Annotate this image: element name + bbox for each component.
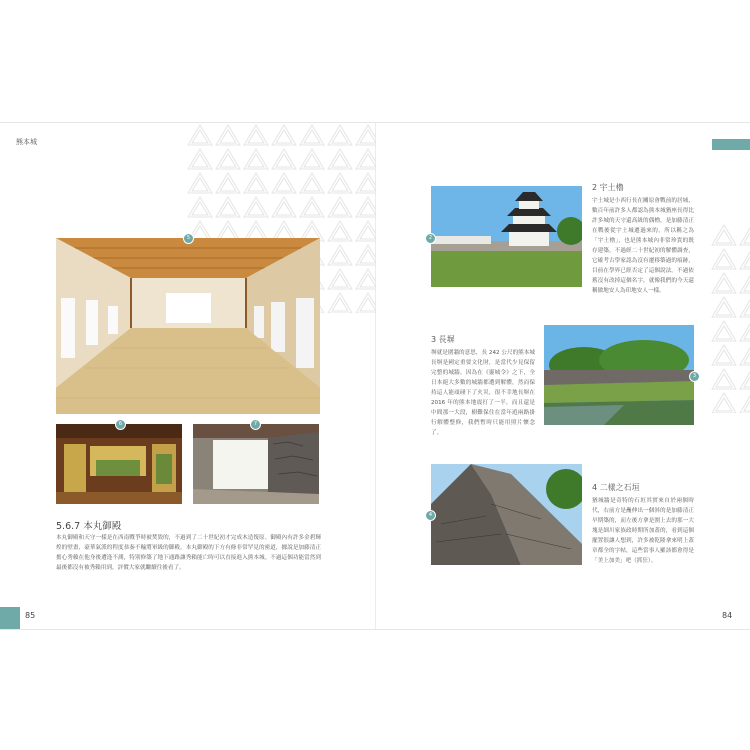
photo-marker-3: 3 xyxy=(689,371,700,382)
goten-hall-photo xyxy=(56,238,320,414)
page-edge-tab xyxy=(712,139,750,150)
underground-passage-photo xyxy=(193,424,319,504)
section-body-nisama-ishigaki: 猶城牆是奇特的石垣其實來自於兩個時代，右前方是矗伸出一個斜的是加藤清正早期築的，而左後方拿是圍上去的那一大塊是細川家族政時期所加蓋的，看到這個擺置很讓人想到，許多被乾隆拿來明上蓋章都全的字帖，這些當事人羅該都會得是「美上加美」吧（抓狂）。 xyxy=(592,498,694,564)
painted-room-photo xyxy=(56,424,182,504)
long-wall-photo xyxy=(544,325,694,425)
photo-marker-4: 4 xyxy=(425,510,436,521)
section-title-honmaru-goten: 5.6.7 本丸御殿 xyxy=(56,521,122,532)
photo-marker-7: 7 xyxy=(250,419,261,430)
section-title-nagabei: 3 長塀 xyxy=(431,335,455,344)
page-number-left: 85 xyxy=(25,611,36,620)
stone-wall-photo xyxy=(431,464,582,565)
photo-marker-6: 6 xyxy=(115,419,126,430)
page-number-right: 84 xyxy=(722,611,733,620)
section-body-nagabei: 塀就是圍牆的意思，長 242 公尺的熊本城長塀是國定重要文化財，是當代少見保留完整的城牆。因為在《靈城令》之下，全日本絕大多數的城牆都遭到解體，然而保持這人能頑碰下了火災，很不幸地長塀在 2016 年的熊本地震打了一半，而且還是中間那一大段，樹難保住在當年遊兩路掛行解體整修，我們暫時只能用照片懷念了。 xyxy=(431,350,535,436)
section-body-honmaru-goten: 本丸御殿和天守一樣是在西南戰爭時被焚毀的，不過到了二十世紀初才完成木造復原。御殿內有許多金碧輝煌的壁畫，豪華氣派的程度恭秦不輸將軍級的御殿。本丸御殿的下方有條非常罕見的密道，據說是加藤清正擔心秀賴在他身後遭逢不測，特別修築了地下通路讓秀賴能亡時可以直接進入熊本城。不過這個功能當然到最後都沒有被秀賴用到，評價大家就繼續往後看了。 xyxy=(56,535,321,571)
photo-marker-2: 2 xyxy=(425,233,436,244)
photo-marker-5: 5 xyxy=(183,233,194,244)
section-body-uto-yagura: 宇土城是小西行長在關原會戰前的居城，數百年前許多人都認為熊本城猶座長得比許多城的天守還高級的偶櫓，是加藤清正在戰後從宇土城遷過來的，所以稱之為「宇土櫓」，也是熊本城內非常珍貴的既存建築。不過經二十世紀初的解體調查，它確考古學家認為沒有遷移築過的痕跡，目前在學界已經否定了這個說法。不過依舊沒有改掉這個名字，就像我們的今天還稱做地安人為印地安人一樣。 xyxy=(592,198,694,294)
uto-turret-photo xyxy=(431,186,582,287)
section-title-nisama-ishigaki: 4 二樣之石垣 xyxy=(592,483,640,492)
page-number-tab xyxy=(0,607,20,629)
book-spread xyxy=(0,122,750,630)
triangle-pattern-right xyxy=(710,223,750,413)
running-header: 熊本城 xyxy=(16,138,37,146)
section-title-uto-yagura: 2 宇土櫓 xyxy=(592,183,624,192)
